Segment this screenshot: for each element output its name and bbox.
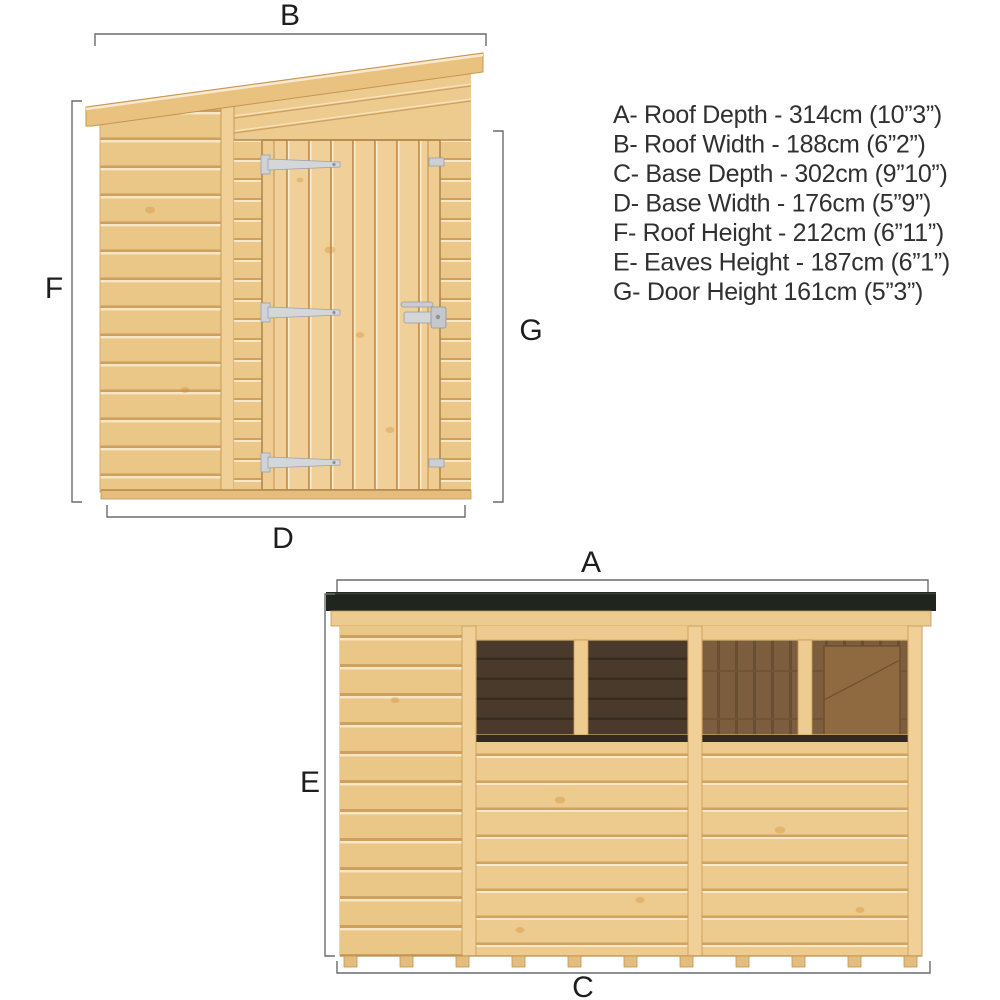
window-2-sill bbox=[702, 735, 908, 742]
dim-label-b: B bbox=[279, 0, 301, 32]
window-1-sill bbox=[476, 735, 688, 742]
side-floor-bearers bbox=[344, 956, 917, 967]
dim-bracket-d bbox=[107, 505, 465, 517]
side-roof-felt bbox=[326, 592, 936, 611]
dim-bracket-a bbox=[337, 580, 928, 592]
side-roof-fascia bbox=[331, 611, 931, 626]
side-post-center bbox=[688, 626, 702, 956]
dim-bracket-e bbox=[325, 594, 335, 956]
spec-item-b: B- Roof Width - 188cm (6”2”) bbox=[613, 130, 926, 159]
spec-item-g: G- Door Height 161cm (5”3”) bbox=[613, 278, 924, 306]
dim-label-f: F bbox=[44, 272, 64, 305]
door-catch-top bbox=[429, 158, 444, 166]
dim-label-d: D bbox=[272, 522, 294, 555]
side-view bbox=[326, 592, 936, 967]
window-2-mullion bbox=[798, 640, 812, 735]
side-post-left bbox=[462, 626, 476, 956]
interior-door-view bbox=[824, 646, 900, 735]
spec-item-f: F- Roof Height - 212cm (6”11”) bbox=[613, 219, 944, 247]
front-door-bay-post bbox=[221, 103, 234, 492]
dim-bracket-f bbox=[72, 101, 82, 502]
front-left-wall bbox=[100, 106, 221, 492]
side-left-panel bbox=[340, 626, 462, 956]
side-post-right bbox=[908, 626, 922, 956]
spec-item-d: D- Base Width - 176cm (5”9”) bbox=[613, 189, 932, 218]
window-1-mullion bbox=[574, 640, 588, 735]
spec-item-e: E- Eaves Height - 187cm (6”1”) bbox=[613, 248, 950, 277]
spec-list bbox=[613, 101, 950, 306]
side-window-bay-1 bbox=[476, 626, 688, 956]
dim-bracket-g bbox=[493, 131, 503, 502]
front-door-left-strip bbox=[234, 140, 262, 492]
side-window-bay-2 bbox=[702, 626, 908, 956]
dim-bracket-b bbox=[95, 34, 486, 46]
door-catch-bottom bbox=[429, 459, 444, 467]
dim-label-a: A bbox=[580, 546, 602, 579]
dim-label-g: G bbox=[519, 314, 543, 347]
front-view bbox=[86, 53, 483, 499]
front-base-sill bbox=[101, 490, 471, 499]
spec-item-c: C- Base Depth - 302cm (9”10”) bbox=[613, 160, 948, 188]
dim-label-c: C bbox=[572, 971, 594, 1000]
spec-item-a: A- Roof Depth - 314cm (10”3”) bbox=[613, 101, 942, 129]
dim-label-e: E bbox=[299, 766, 321, 799]
